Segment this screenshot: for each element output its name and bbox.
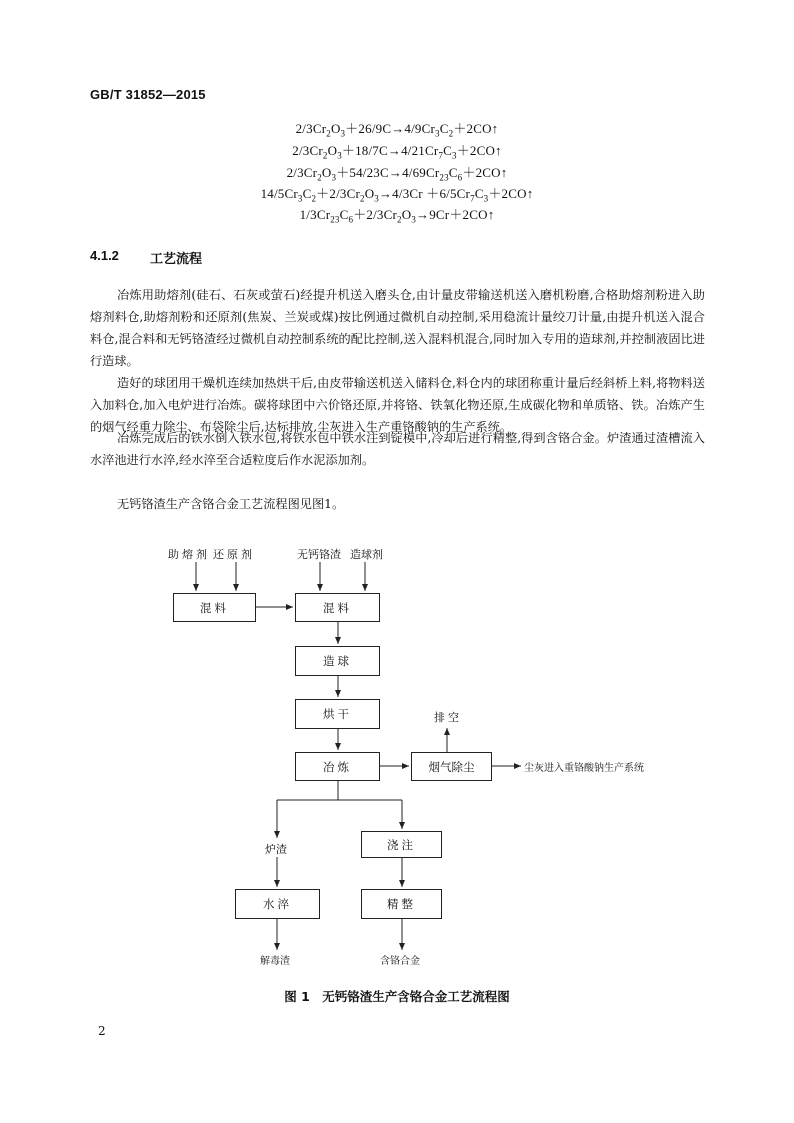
figure-caption: 图 1 无钙铬渣生产含铬合金工艺流程图 [284,989,510,1004]
label-vent: 排空 [434,711,462,724]
section-title: 工艺流程 [150,252,203,267]
node-dry: 烘干 [295,699,380,729]
label-chromium-alloy: 含铬合金 [380,956,420,967]
equation-5: $1/3Cr_{23}C_6+2/3Cr_2O_3\to 9Cr+2CO↑$ [299,207,495,225]
node-smelt: 冶炼 [295,752,380,781]
node-dust-removal: 烟气除尘 [411,752,492,781]
paragraph-2: 造好的球团用干燥机连续加热烘干后,由皮带输送机送入储料仓,料仓内的球团称重计量后经斜桥上料,将物料送入加料仓,加入电炉进行冶炼。碳将球团中六价铬还原,并将铬、铁氧化物还原,生成碳化物和单质铬、铁。冶炼产生的烟气经重力除尘、布袋除尘后,达标排放,尘灰进入生产重铬酸钠的生产系统。 [90,376,705,434]
standard-number: GB/T 31852—2015 [90,87,206,102]
input-reductant: 还原剂 [213,548,255,561]
equation-2: $2/3Cr_2O_3+18/7C\to 4/21Cr_7C_3+2CO↑$ [292,143,502,161]
equation-4: $14/5Cr_3C_2+2/3Cr_2O_3\to 4/3Cr$ $+6/5Cr_7C_3+2CO↑$ [260,186,534,204]
page-number: 2 [98,1024,106,1038]
node-pelletize: 造球 [295,646,380,676]
node-mix-1: 混料 [173,593,256,622]
input-pelletizer: 造球剂 [350,548,383,561]
paragraph-4: 无钙铬渣生产含铬合金工艺流程图见图1。 [117,497,345,511]
paragraph-3: 冶炼完成后的铁水倒入铁水包,将铁水包中铁水注到锭模中,冷却后进行精整,得到含铬合金。炉渣通过渣槽流入水淬池进行水淬,经水淬至合适粒度后作水泥添加剂。 [90,431,705,467]
input-flux: 助熔剂 [168,548,210,561]
node-casting: 浇注 [361,831,442,858]
section-number: 4.1.2 [90,248,119,263]
node-mix-2: 混料 [295,593,380,622]
label-dust-out: 尘灰进入重铬酸钠生产系统 [524,763,644,774]
label-detox-slag: 解毒渣 [260,956,290,967]
node-water-quench: 水淬 [235,889,320,919]
input-calcium-free-slag: 无钙铬渣 [297,548,341,561]
node-finishing: 精整 [361,889,442,919]
paragraph-1: 冶炼用助熔剂(硅石、石灰或萤石)经提升机送入磨头仓,由计量皮带输送机送入磨机粉磨,合格助熔剂粉进入助熔剂料仓,助熔剂粉和还原剂(焦炭、兰炭或煤)按比例通过微机自动控制,采用稳流计量绞刀计量,由提升机送入混合料仓,混合料和无钙铬渣经过微机自动控制系统的配比控制,送入混料机混合,同时加入专用的造球剂,并控制液固比进行造球。 [90,288,705,368]
equation-1: $2/3Cr_2O_3+26/9C\to 4/9Cr_3C_2+2CO↑$ [295,121,499,139]
equation-3: $2/3Cr_2O_3+54/23C\to 4/69Cr_{23}C_6+2CO↑$ [286,165,508,183]
label-furnace-slag: 炉渣 [265,843,287,856]
